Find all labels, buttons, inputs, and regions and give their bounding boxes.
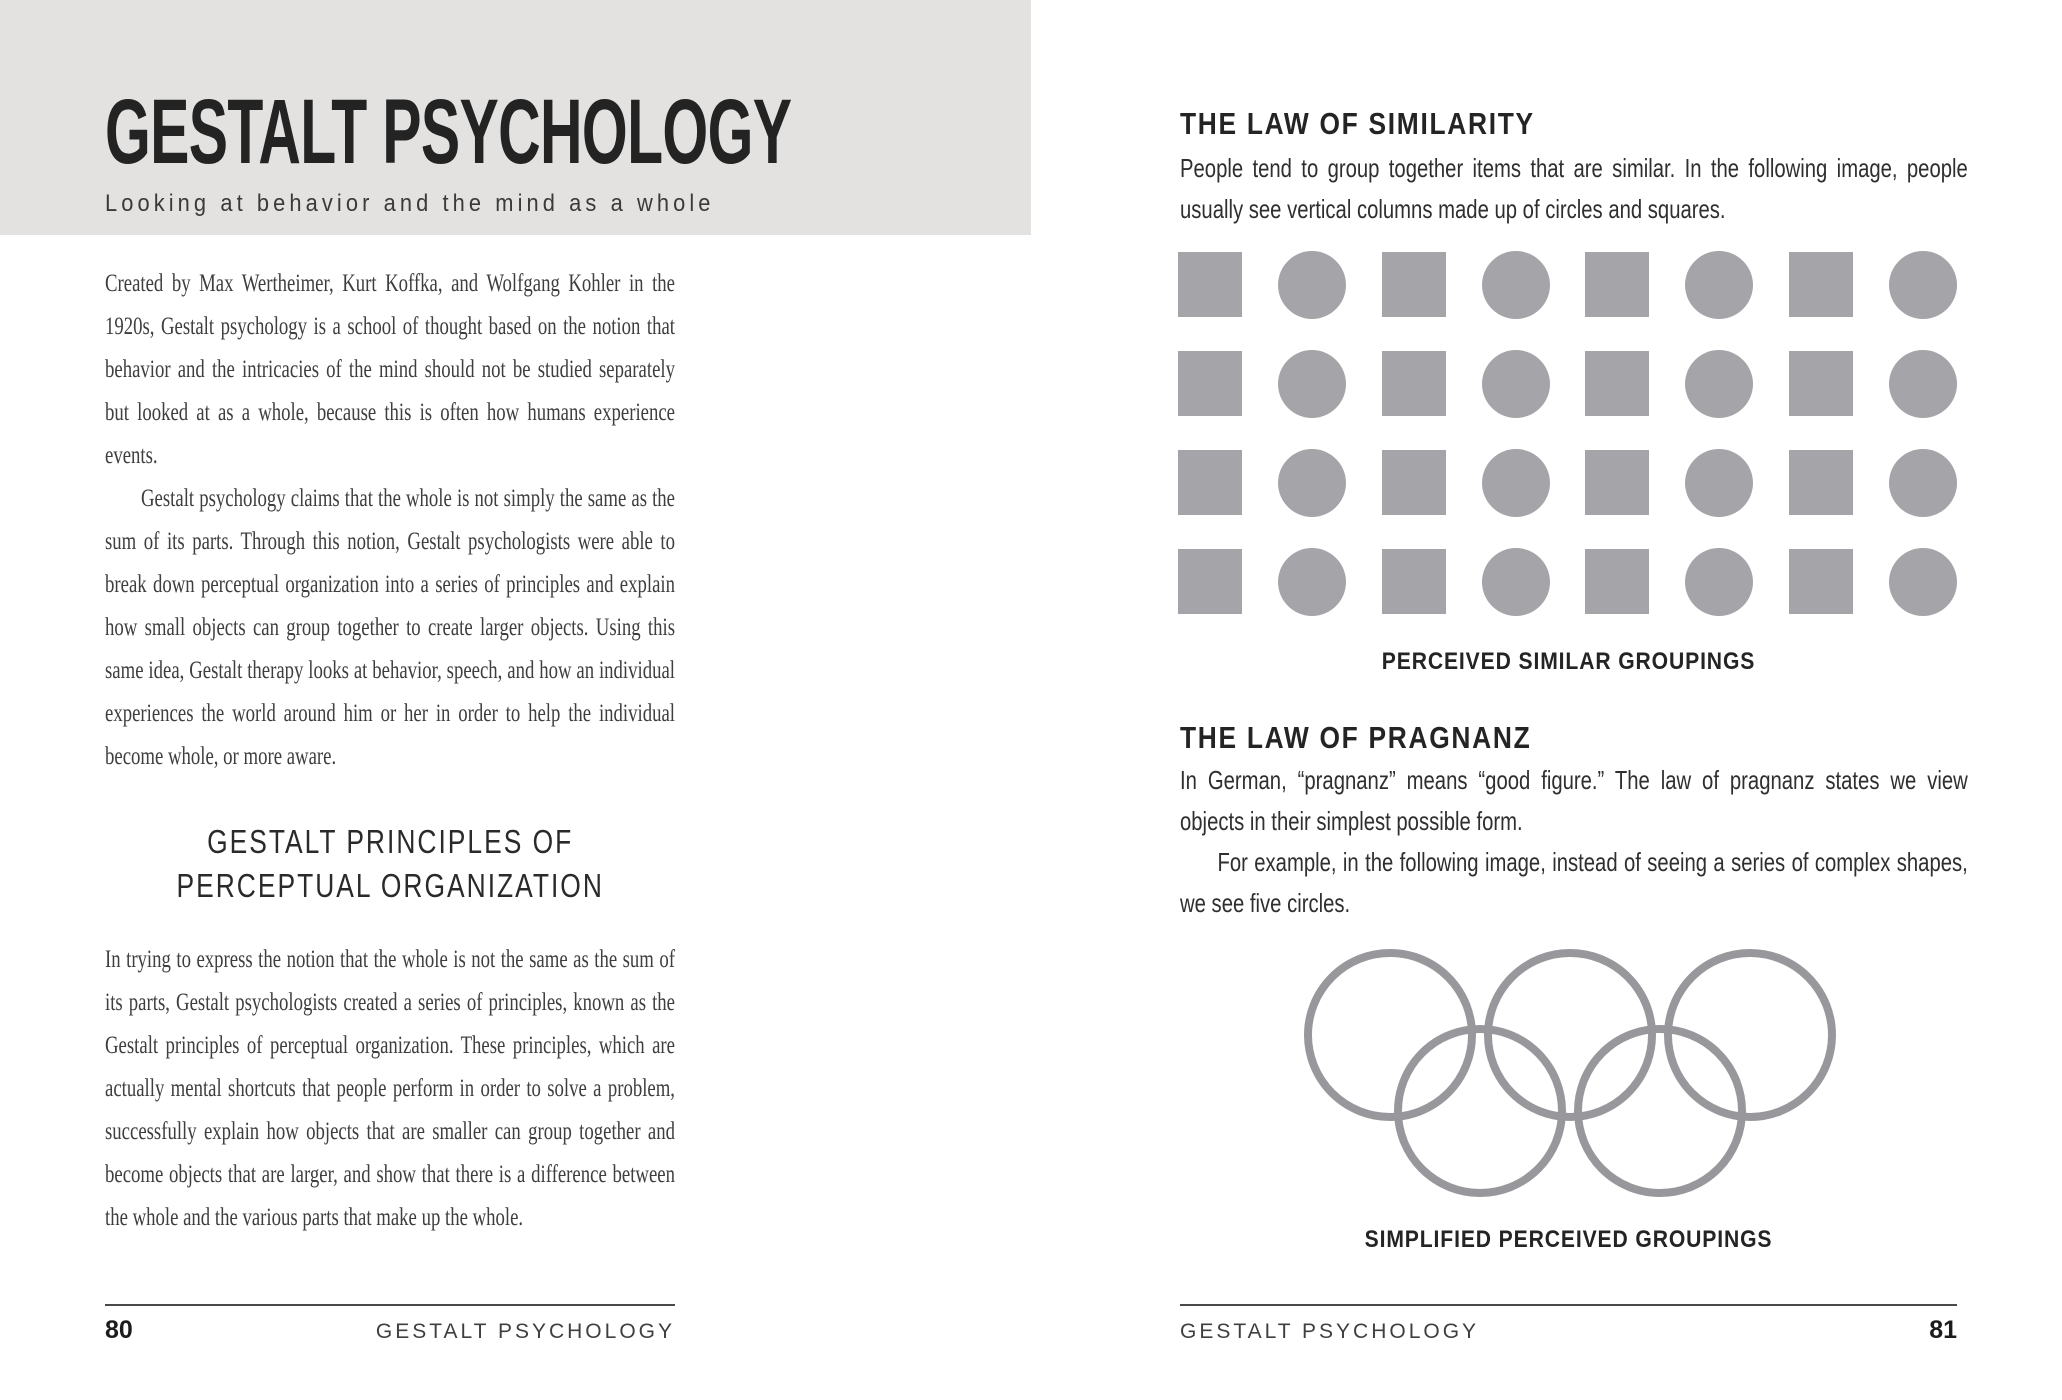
- circle-shape: [1889, 251, 1957, 319]
- right-page-footer: [1180, 1316, 1957, 1345]
- similarity-heading: THE LAW OF SIMILARITY: [1180, 106, 1535, 141]
- paragraph: For example, in the following image, instead of seeing a series of complex shapes, we see five circles.: [1180, 847, 1968, 918]
- left-page-footer: [105, 1316, 675, 1345]
- circle-shape: [1278, 548, 1346, 616]
- paragraph: Created by Max Wertheimer, Kurt Koffka, and Wolfgang Kohler in the 1920s, Gestalt psychology is a school of thought based on the notion that behavior and the intricacies of the mind should not be studied separately but looked at as a whole, because this is often how humans experience events.: [105, 270, 675, 469]
- shape-row: [1178, 450, 1957, 515]
- shape-row: [1178, 549, 1957, 614]
- circle-shape: [1482, 449, 1550, 517]
- pragnanz-figure-caption: SIMPLIFIED PERCEIVED GROUPINGS: [1364, 1226, 1773, 1253]
- square-shape: [1585, 549, 1649, 614]
- chapter-subtitle: Looking at behavior and the mind as a whole: [105, 190, 715, 217]
- section-heading: GESTALT PRINCIPLES OF PERCEPTUAL ORGANIZATION: [176, 823, 604, 904]
- square-shape: [1789, 351, 1853, 416]
- paragraph: People tend to group together items that are similar. In the following image, people usually see vertical columns made up of circles and squares.: [1180, 153, 1968, 224]
- circle-shape: [1685, 449, 1753, 517]
- chapter-title: GESTALT PSYCHOLOGY: [105, 81, 792, 183]
- square-shape: [1585, 351, 1649, 416]
- running-title-right: GESTALT PSYCHOLOGY: [1180, 1320, 1480, 1343]
- square-shape: [1178, 450, 1242, 515]
- shape-row: [1178, 252, 1957, 317]
- circle-shape: [1482, 548, 1550, 616]
- circle-shape: [1482, 350, 1550, 418]
- paragraph: In trying to express the notion that the whole is not the same as the sum of its parts, Gestalt psychologists created a series of principles, known as the Gestalt principles of perceptual organization. These principles, which are actually mental shortcuts that people perform in order to solve a problem, successfully explain how objects that are smaller can group together and become objects that are larger, and show that there is a difference between the whole and the various parts that make up the whole.: [105, 946, 675, 1231]
- square-shape: [1789, 252, 1853, 317]
- paragraph: In German, “pragnanz” means “good figure.” The law of pragnanz states we view objects in their simplest possible form.: [1180, 765, 1968, 836]
- similarity-grid: [1178, 252, 1957, 614]
- page-number-right: 81: [1929, 1316, 1957, 1344]
- intro-paragraphs: [105, 262, 675, 778]
- circle-shape: [1278, 251, 1346, 319]
- square-shape: [1178, 252, 1242, 317]
- circle-shape: [1482, 251, 1550, 319]
- circle-shape: [1889, 548, 1957, 616]
- running-title-left: GESTALT PSYCHOLOGY: [375, 1320, 675, 1343]
- square-shape: [1382, 450, 1446, 515]
- paragraph: Gestalt psychology claims that the whole is not simply the same as the sum of its parts. Through this notion, Gestalt psychologists were able to break down perceptual organization into a series of principles and explain how small objects can group together to create larger objects. Using this same idea, Gestalt therapy looks at behavior, speech, and how an individual experiences the world around him or her in order to help the individual become whole, or more aware.: [105, 485, 675, 770]
- square-shape: [1382, 252, 1446, 317]
- circle-shape: [1278, 449, 1346, 517]
- olympic-rings-figure: [1304, 947, 1844, 1199]
- circle-shape: [1685, 548, 1753, 616]
- similarity-body: [1180, 148, 1968, 230]
- pragnanz-heading: THE LAW OF PRAGNANZ: [1180, 720, 1532, 755]
- square-shape: [1789, 549, 1853, 614]
- square-shape: [1585, 450, 1649, 515]
- square-shape: [1178, 549, 1242, 614]
- circle-shape: [1278, 350, 1346, 418]
- square-shape: [1789, 450, 1853, 515]
- square-shape: [1382, 549, 1446, 614]
- circle-shape: [1889, 449, 1957, 517]
- circle-shape: [1685, 350, 1753, 418]
- similarity-figure-caption: PERCEIVED SIMILAR GROUPINGS: [1381, 648, 1756, 675]
- left-footer-rule: [105, 1304, 675, 1306]
- shape-row: [1178, 351, 1957, 416]
- square-shape: [1382, 351, 1446, 416]
- page-number-left: 80: [105, 1316, 133, 1344]
- circle-shape: [1685, 251, 1753, 319]
- section-paragraphs: [105, 938, 675, 1239]
- circle-shape: [1889, 350, 1957, 418]
- pragnanz-body: [1180, 760, 1968, 924]
- square-shape: [1585, 252, 1649, 317]
- right-footer-rule: [1180, 1304, 1957, 1306]
- square-shape: [1178, 351, 1242, 416]
